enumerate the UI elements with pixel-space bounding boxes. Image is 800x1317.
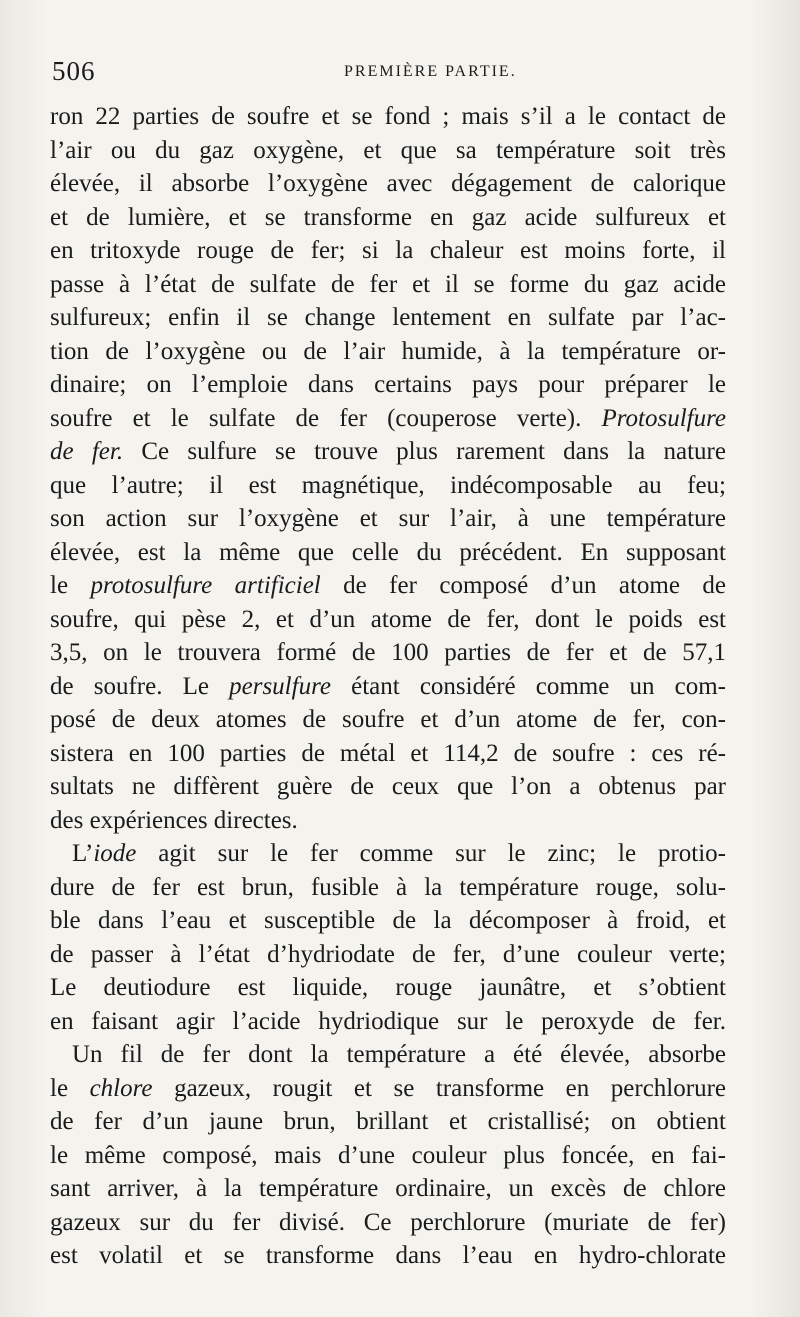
text-line xyxy=(50,100,726,134)
text-segment: Ce sulfure se trouve plus rarement dans la nature xyxy=(123,438,726,465)
text-line xyxy=(50,770,726,804)
text-line xyxy=(50,502,726,536)
page-number: 506 xyxy=(52,56,96,86)
text-segment: dinaire; on l’emploie dans certains pays pour préparer le xyxy=(50,371,726,398)
text-line xyxy=(50,234,726,268)
text-line xyxy=(50,201,726,235)
text-segment: soufre, qui pèse 2, et d’un atome de fer, dont le poids est xyxy=(50,605,726,633)
text-segment: de passer à l’état d’hydriodate de fer, d’une couleur verte; xyxy=(50,940,726,968)
italic-term: de fer. xyxy=(50,438,124,465)
italic-term: chlore xyxy=(89,1074,153,1102)
text-segment: L’ xyxy=(72,840,94,867)
running-head: PREMIÈRE PARTIE. xyxy=(344,63,517,80)
text-line xyxy=(50,971,726,1005)
text-segment: gazeux, rougit et se transforme en perchlorure xyxy=(152,1074,726,1102)
page-header xyxy=(52,56,732,90)
text-segment: élevée, est la même que celle du précédent. En supposant xyxy=(50,538,726,566)
text-segment: ron 22 parties de soufre et se fond ; mais s’il a le contact de xyxy=(50,103,726,130)
text-line xyxy=(50,938,726,972)
text-line xyxy=(50,1072,726,1106)
text-segment: gazeux sur du fer divisé. Ce perchlorure (muriate de fer) xyxy=(50,1208,726,1236)
text-segment: 3,5, on le trouvera formé de 100 parties de fer et de 57,1 xyxy=(50,639,726,666)
text-line xyxy=(50,1172,726,1206)
text-line xyxy=(50,1105,726,1139)
text-segment: étant considéré comme un com- xyxy=(330,672,726,700)
text-line xyxy=(50,737,726,771)
text-segment: et de lumière, et se transforme en gaz acide sulfureux et xyxy=(50,203,726,231)
text-line xyxy=(50,402,726,436)
text-segment: soufre et le sulfate de fer (couperose verte). xyxy=(50,404,602,432)
body-text xyxy=(50,100,726,1273)
text-line xyxy=(50,804,726,838)
text-line xyxy=(50,536,726,570)
text-segment: en tritoxyde rouge de fer; si la chaleur est moins forte, il xyxy=(50,237,726,264)
text-segment: le xyxy=(50,1074,90,1102)
text-line xyxy=(50,469,726,503)
text-segment: en faisant agir l’acide hydriodique sur le peroxyde de fer. xyxy=(50,1007,726,1035)
text-segment: dure de fer est brun, fusible à la température rouge, solu- xyxy=(50,873,726,901)
text-segment: des expériences directes. xyxy=(50,806,298,834)
text-line xyxy=(50,301,726,335)
text-segment: élevée, il absorbe l’oxygène avec dégagement de calorique xyxy=(50,170,726,197)
italic-term: Protosulfure xyxy=(601,404,726,432)
text-segment: de soufre. Le xyxy=(50,672,230,700)
text-segment: sultats ne diffèrent guère de ceux que l’on a obtenus par xyxy=(50,773,726,800)
text-line xyxy=(50,335,726,369)
text-segment: passe à l’état de sulfate de fer et il se forme du gaz acide xyxy=(50,270,726,298)
text-line xyxy=(50,368,726,402)
text-segment: tion de l’oxygène ou de l’air humide, à la température or- xyxy=(50,337,726,365)
text-line xyxy=(50,1206,726,1240)
text-segment: Un fil de fer dont la température a été élevée, absorbe xyxy=(72,1041,726,1068)
italic-term: persulfure xyxy=(229,672,331,700)
text-segment: agit sur le fer comme sur le zinc; le protio- xyxy=(136,840,726,867)
text-line xyxy=(50,1005,726,1039)
text-line xyxy=(50,1239,726,1273)
text-segment: son action sur l’oxygène et sur l’air, à une température xyxy=(50,505,726,532)
text-line xyxy=(50,268,726,302)
text-segment: de fer composé d’un atome de xyxy=(320,572,726,599)
text-line xyxy=(50,703,726,737)
text-segment: Le deutiodure est liquide, rouge jaunâtre, et s’obtient xyxy=(50,974,726,1001)
text-segment: l’air ou du gaz oxygène, et que sa température soit très xyxy=(50,136,726,164)
text-line xyxy=(50,167,726,201)
text-line xyxy=(50,1139,726,1173)
text-line xyxy=(50,1038,726,1072)
text-line xyxy=(50,904,726,938)
text-line xyxy=(50,670,726,704)
text-segment: le même composé, mais d’une couleur plus foncée, en fai- xyxy=(50,1141,726,1169)
italic-term: iode xyxy=(93,840,137,867)
text-line xyxy=(50,603,726,637)
text-segment: ble dans l’eau et susceptible de la décomposer à froid, et xyxy=(50,907,726,934)
text-line xyxy=(50,134,726,168)
text-segment: posé de deux atomes de soufre et d’un atome de fer, con- xyxy=(50,706,726,733)
text-segment: sulfureux; enfin il se change lentement en sulfate par l’ac- xyxy=(50,304,726,331)
text-line xyxy=(50,636,726,670)
text-segment: sant arriver, à la température ordinaire, un excès de chlore xyxy=(50,1175,726,1202)
text-line xyxy=(50,569,726,603)
text-segment: de fer d’un jaune brun, brillant et cristallisé; on obtient xyxy=(50,1108,726,1135)
text-segment: le xyxy=(50,572,91,599)
text-line xyxy=(50,837,726,871)
text-segment: sistera en 100 parties de métal et 114,2 de soufre : ces ré- xyxy=(50,739,726,767)
text-line xyxy=(50,871,726,905)
italic-term: protosulfure artificiel xyxy=(90,572,321,599)
text-line xyxy=(50,435,726,469)
text-segment: que l’autre; il est magnétique, indécomposable au feu; xyxy=(50,471,726,499)
text-segment: est volatil et se transforme dans l’eau en hydro-chlorate xyxy=(50,1242,726,1269)
